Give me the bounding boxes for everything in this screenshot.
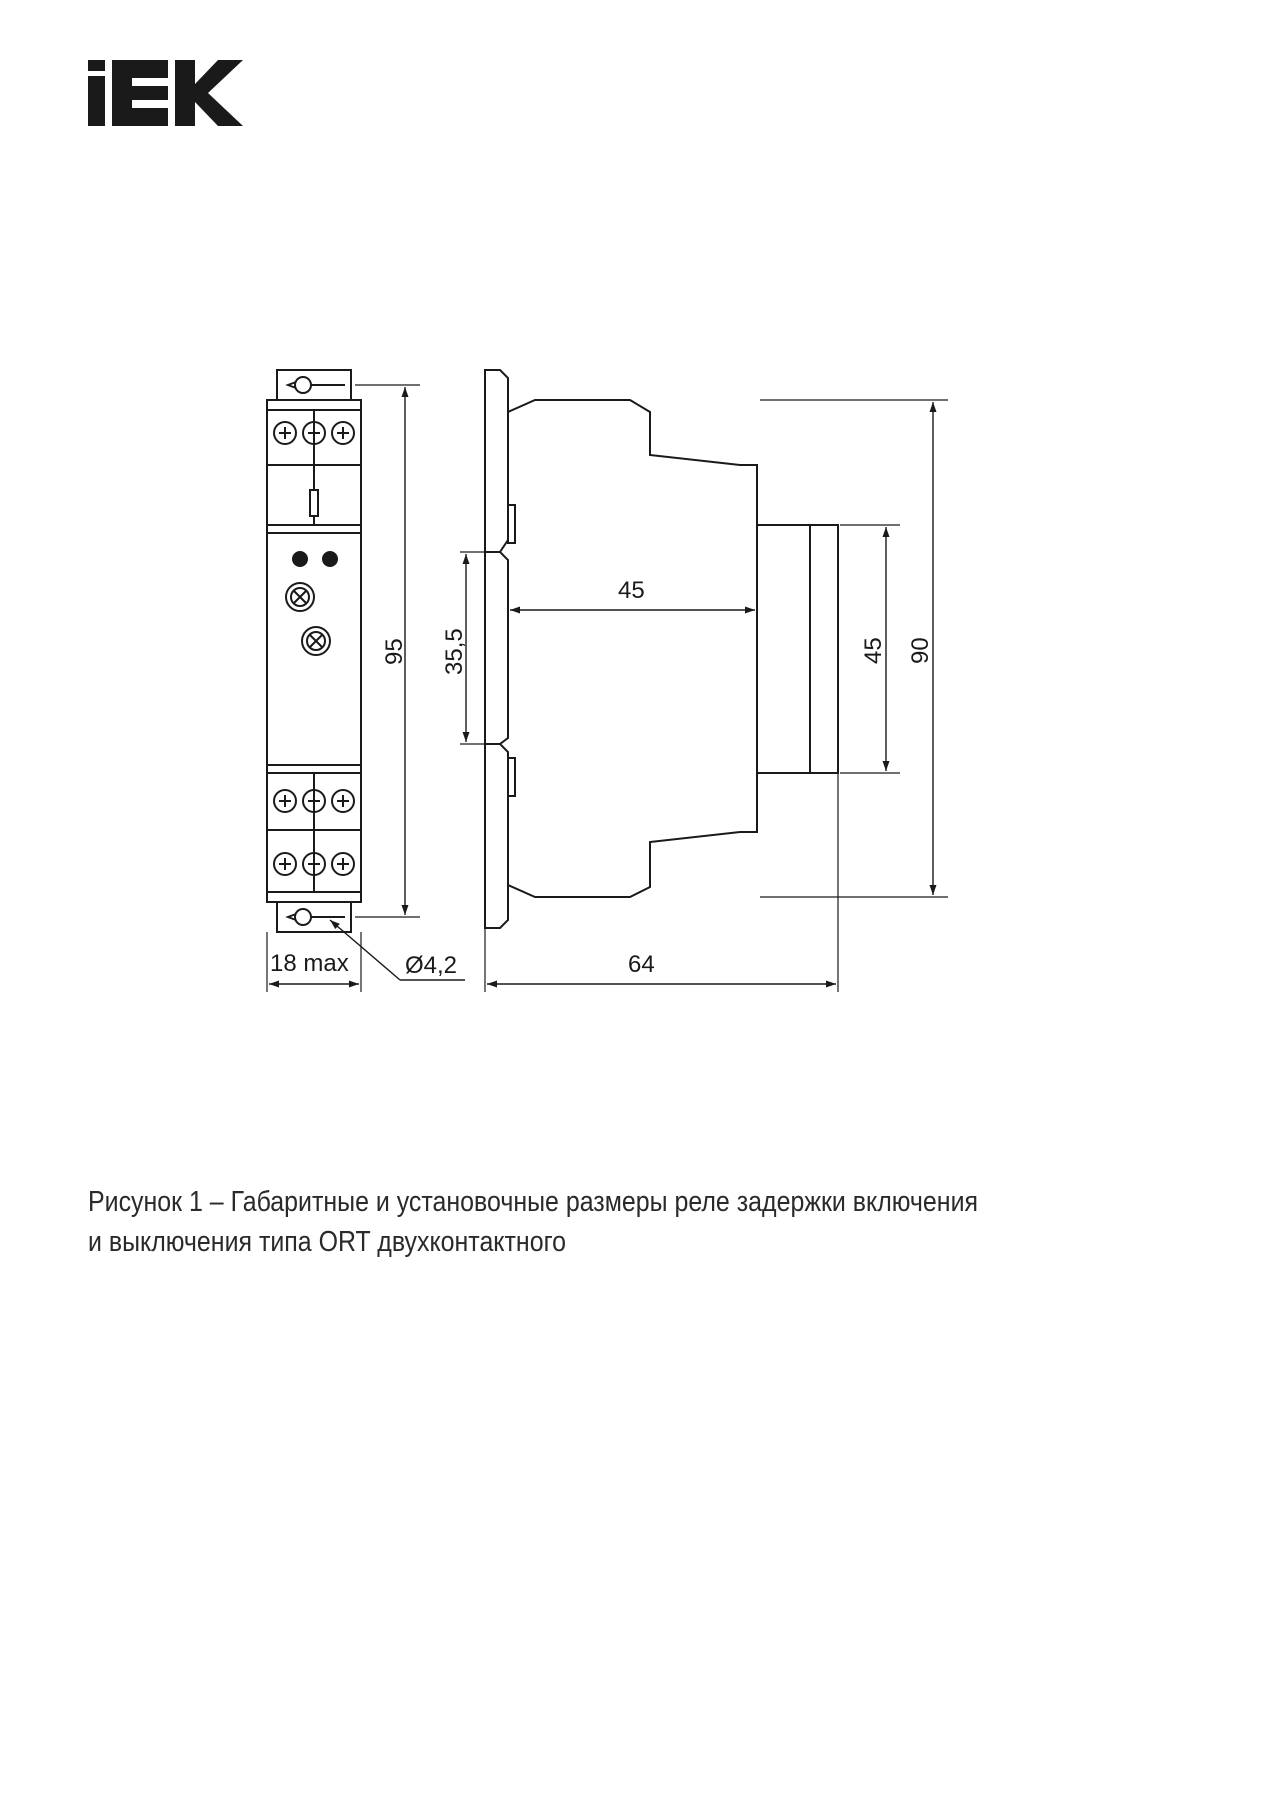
adjust-knob-2 — [302, 627, 330, 655]
caption-line-1: Рисунок 1 – Габаритные и установочные размеры реле задержки включения — [88, 1186, 979, 1218]
dim-side-height: 90 — [907, 637, 934, 664]
dim-front-panel-height: 45 — [860, 637, 887, 664]
dim-mount-hole: Ø4,2 — [405, 952, 458, 979]
side-view — [460, 370, 948, 992]
led-indicator — [292, 551, 308, 567]
dim-front-width: 18 max — [270, 950, 349, 977]
dim-total-depth: 64 — [628, 951, 655, 978]
adjust-knob-1 — [286, 583, 314, 611]
caption-line-2: и выключения типа ORT двухконтактного — [88, 1226, 566, 1258]
dim-front-height: 95 — [381, 638, 408, 665]
dim-rail-width: 35,5 — [441, 628, 468, 675]
front-view — [267, 370, 465, 992]
figure-caption — [88, 1182, 1043, 1262]
dim-depth-to-step: 45 — [618, 577, 645, 604]
led-indicator — [322, 551, 338, 567]
